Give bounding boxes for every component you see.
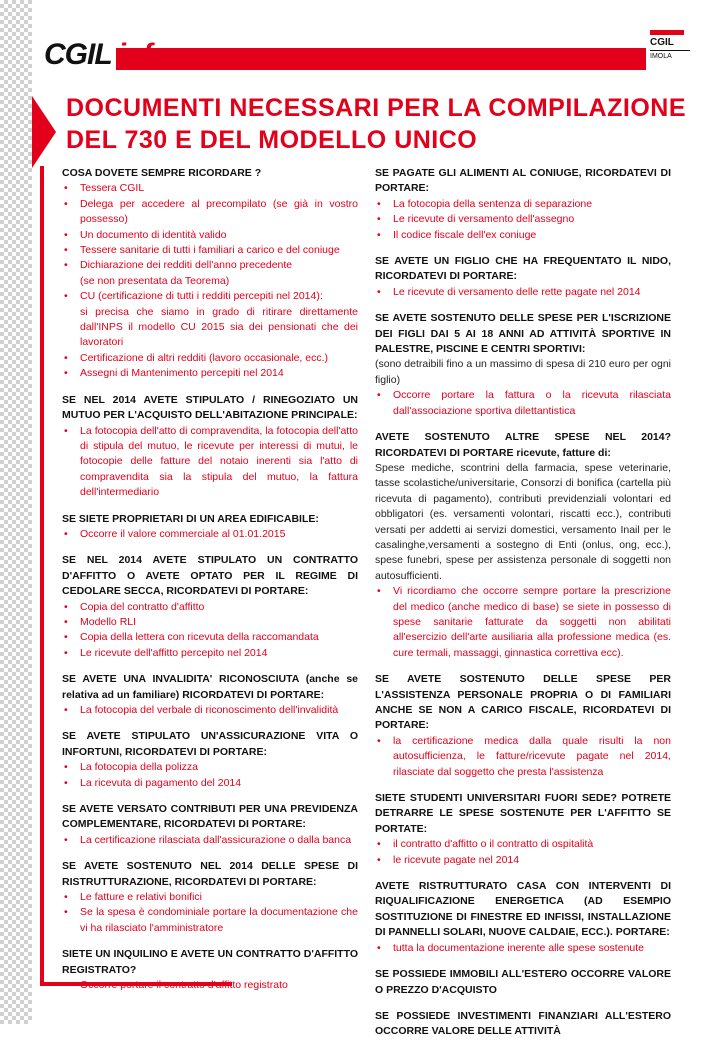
section: [375, 311, 671, 419]
title-line-1: DOCUMENTI NECESSARI PER LA COMPILAZIONE: [66, 94, 686, 122]
list-item: • Le ricevute di versamento delle rette pagate nel 2014: [375, 285, 671, 300]
section-heading: SE AVETE SOSTENUTO DELLE SPESE PER L'ISCRIZIONE DEI FIGLI DAI 5 AI 18 ANNI AD ATTIVITÀ SPORTIVE IN PALESTRE, PISCINE E CENTRI SPORTIVI:: [375, 312, 671, 356]
cgil-imola-logo: [650, 30, 690, 60]
section-heading: SE NEL 2014 AVETE STIPULATO UN CONTRATTO D'AFFITTO O AVETE OPTATO PER IL REGIME DI CEDOLARE SECCA, RICORDATEVI DI PORTARE:: [62, 554, 358, 598]
section: [62, 553, 358, 661]
logo-informa: informa: [117, 38, 221, 71]
bullet-list: [62, 703, 358, 718]
bullet-list: [375, 941, 671, 956]
section-heading: SE AVETE STIPULATO UN'ASSICURAZIONE VITA O INFORTUNI, RICORDATEVI DI PORTARE:: [62, 730, 358, 758]
list-item: • Le fatture e relativi bonifici: [62, 890, 358, 905]
page-title: [66, 92, 686, 156]
red-triangle: [32, 96, 56, 168]
logo-red-mark: [650, 30, 684, 35]
section-heading: SE AVETE UNA INVALIDITA' RICONOSCIUTA (anche se relativa ad un familiare) RICORDATEVI DI PORTARE:: [62, 673, 358, 701]
list-item: • tutta la documentazione inerente alle spese sostenute: [375, 941, 671, 956]
section: [375, 791, 671, 868]
section-text: Spese mediche, scontrini della farmacia, spese veterinarie, tasse scolastiche/universitarie, Consorzi di bonifica (cartella più ricevuta di pagamento), contributi previdenziali volontari ed obbligatori (es. versamenti volontari, riscatti ecc.), contributi versati per addetti ai servizi domestici, versamento Inail per le casalinghe,versamenti a sostegno di Enti (onlus, ong, ecc.), spese funebri, spese per assistenza personale di soggetti non autosufficienti.: [375, 461, 671, 582]
corner-city: IMOLA: [650, 50, 690, 60]
list-item: • Le ricevute di versamento dell'assegno: [375, 212, 671, 227]
list-item: • le ricevute pagate nel 2014: [375, 853, 671, 868]
section: [62, 947, 358, 993]
section-heading: SE PAGATE GLI ALIMENTI AL CONIUGE, RICORDATEVI DI PORTARE:: [375, 167, 671, 195]
list-item: • la certificazione medica dalla quale risulti la non autosufficienza, le fatture/ricevute pagate nel 2014, rilasciate dal soggetto che presta l'assistenza: [375, 734, 671, 780]
list-item: • Assegni di Mantenimento percepiti nel 2014: [62, 366, 358, 381]
section: [375, 672, 671, 780]
title-line-2: DEL 730 E DEL MODELLO UNICO: [66, 126, 478, 154]
list-item: • Il codice fiscale dell'ex coniuge: [375, 228, 671, 243]
bullet-list: [62, 527, 358, 542]
section-heading: AVETE SOSTENUTO ALTRE SPESE NEL 2014? RICORDATEVI DI PORTARE ricevute, fatture di:: [375, 431, 671, 459]
list-item: • Le ricevute dell'affitto percepito nel 2014: [62, 646, 358, 661]
section: [62, 672, 358, 718]
section: [375, 166, 671, 243]
section-heading: SE POSSIEDE IMMOBILI ALL'ESTERO OCCORRE VALORE O PREZZO D'ACQUISTO: [375, 968, 671, 996]
section: [375, 879, 671, 956]
section: [62, 512, 358, 543]
checkered-border: [0, 0, 32, 1024]
bullet-list: [62, 181, 358, 381]
list-item: • La fotocopia della sentenza di separazione: [375, 197, 671, 212]
bullet-list: [62, 890, 358, 936]
section-heading: SE AVETE UN FIGLIO CHE HA FREQUENTATO IL NIDO, RICORDATEVI DI PORTARE:: [375, 255, 671, 283]
list-item: • La ricevuta di pagamento del 2014: [62, 776, 358, 791]
section-text: (sono detraibili fino a un massimo di spesa di 210 euro per ogni figlio): [375, 358, 671, 386]
list-item: • La fotocopia della polizza: [62, 760, 358, 775]
bullet-list: [62, 833, 358, 848]
list-item: • Tessere sanitarie di tutti i familiari a carico e del coniuge: [62, 243, 358, 258]
list-item: • La certificazione rilasciata dall'assicurazione o dalla banca: [62, 833, 358, 848]
section-heading: SE AVETE SOSTENUTO DELLE SPESE PER L'ASSISTENZA PERSONALE PROPRIA O DI FAMILIARI ANCHE SE NON A CARICO FISCALE, RICORDATEVI DI PORTARE:: [375, 673, 671, 732]
section-heading: SIETE STUDENTI UNIVERSITARI FUORI SEDE? POTRETE DETRARRE LE SPESE SOSTENUTE PER L'AFFITTO SE PORTATE:: [375, 792, 671, 835]
list-item: • Un documento di identità valido: [62, 228, 358, 243]
list-item: • Dichiarazione dei redditi dell'anno precedente: [62, 258, 358, 273]
list-item: • Certificazione di altri redditi (lavoro occasionale, ecc.): [62, 351, 358, 366]
bullet-list: [375, 584, 671, 661]
section-heading: COSA DOVETE SEMPRE RICORDARE ?: [62, 167, 262, 179]
list-item: • La fotocopia del verbale di riconoscimento dell'invalidità: [62, 703, 358, 718]
section: [62, 166, 358, 382]
list-item: • Vi ricordiamo che occorre sempre portare la prescrizione del medico (anche medico di base) se siete in possesso di spese sanitarie fatturate da soggetti non abilitati all'esercizio dell'arte ausiliaria alla professione medica (es. cure termali, massaggi, ginnastica correttiva ecc).: [375, 584, 671, 661]
section-heading: SE AVETE SOSTENUTO NEL 2014 DELLE SPESE DI RISTRUTTURAZIONE, RICORDATEVI DI PORTARE:: [62, 860, 358, 888]
list-item: • Tessera CGIL: [62, 181, 358, 196]
list-item: si precisa che siamo in grado di ritirare direttamente dall'INPS il modello CU 2015 sia dei pensionati che dei lavoratori: [80, 305, 358, 349]
section: [375, 430, 671, 661]
corner-cgil: CGIL: [650, 37, 674, 48]
section-heading: SIETE UN INQUILINO E AVETE UN CONTRATTO D'AFFITTO REGISTRATO?: [62, 948, 358, 976]
bullet-list: [375, 734, 671, 780]
list-item: • CU (certificazione di tutti i redditi percepiti nel 2014):: [62, 289, 358, 304]
section-heading: SE NEL 2014 AVETE STIPULATO / RINEGOZIATO UN MUTUO PER L'ACQUISTO DELL'ABITAZIONE PRINCIPALE:: [62, 393, 358, 422]
list-item: • Se la spesa è condominiale portare la documentazione che vi ha rilasciato l'amministratore: [62, 905, 358, 936]
section: [375, 967, 671, 998]
right-column: [375, 166, 671, 1051]
bullet-list: [375, 197, 671, 243]
list-item: • il contratto d'affitto o il contratto di ospitalità: [375, 837, 671, 852]
section: [375, 1009, 671, 1040]
bullet-list: [62, 424, 358, 501]
list-item: • Copia del contratto d'affitto: [62, 600, 358, 615]
list-item: (se non presentata da Teorema): [80, 274, 230, 287]
left-column: [62, 166, 358, 1005]
list-item: • Occorre portare il contratto d'affitto registrato: [62, 978, 358, 993]
list-item: • Occorre il valore commerciale al 01.01.2015: [62, 527, 358, 542]
bullet-list: [62, 760, 358, 791]
list-item: • Copia della lettera con ricevuta della raccomandata: [62, 630, 358, 645]
red-vertical-rule: [40, 166, 44, 986]
bullet-list: [375, 285, 671, 300]
section-heading: SE SIETE PROPRIETARI DI UN AREA EDIFICABILE:: [62, 512, 319, 525]
bullet-list: [62, 978, 358, 993]
section-heading: SE POSSIEDE INVESTIMENTI FINANZIARI ALL'ESTERO OCCORRE VALORE DELLE ATTIVITÀ: [375, 1009, 671, 1038]
section: [62, 859, 358, 936]
cgil-informa-logo: [44, 38, 221, 72]
bullet-list: [375, 388, 671, 419]
section: [62, 802, 358, 848]
section: [62, 393, 358, 501]
list-item: • Occorre portare la fattura o la ricevuta rilasciata dall'associazione sportiva dilettantistica: [375, 388, 671, 419]
section-heading: SE AVETE VERSATO CONTRIBUTI PER UNA PREVIDENZA COMPLEMENTARE, RICORDATEVI DI PORTARE:: [62, 803, 358, 831]
section: [62, 729, 358, 791]
logo-cgil: CGIL: [44, 38, 112, 71]
bullet-list: [375, 837, 671, 868]
section: [375, 254, 671, 300]
bullet-list: [62, 600, 358, 662]
list-item: • La fotocopia dell'atto di compravendita, la fotocopia dell'atto di stipula del mutuo, le ricevute per interessi di mutui, le fotocopie delle fatture del notaio inerenti sia l'atto di compravendita sia la stipula del mutuo, la fattura dell'intermediario: [62, 424, 358, 501]
section-heading: AVETE RISTRUTTURATO CASA CON INTERVENTI DI RIQUALIFICAZIONE ENERGETICA (AD ESEMPIO SOSTITUZIONE DI FINESTRE ED INFISSI, INSTALLAZIONE DI PANNELLI SOLARI, NUOVE CALDAIE, ECC.). PORTARE:: [375, 880, 671, 939]
list-item: • Delega per accedere al precompilato (se già in vostro possesso): [62, 197, 358, 228]
list-item: • Modello RLI: [62, 615, 358, 630]
